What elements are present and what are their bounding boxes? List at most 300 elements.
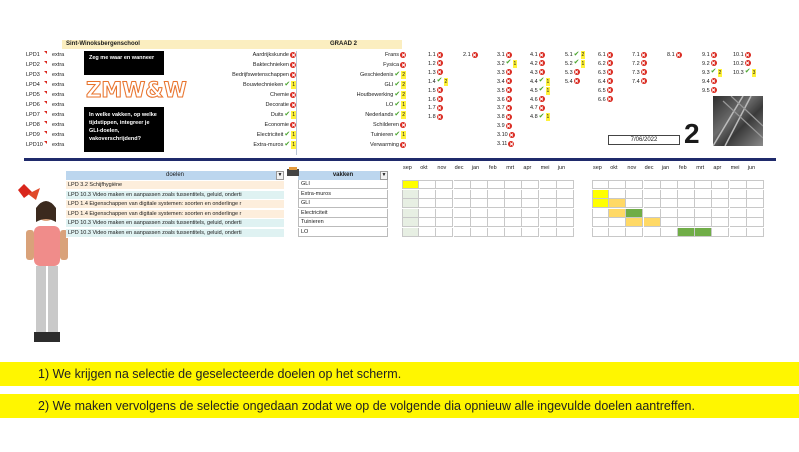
lpd-code[interactable]	[632, 60, 647, 68]
lpd-code-label: 5.4	[565, 78, 573, 85]
count-badge: 2	[402, 92, 405, 98]
grid-cell[interactable]	[661, 228, 678, 237]
check-icon: ✔	[573, 50, 580, 58]
cross-icon	[400, 62, 406, 68]
grid-cell[interactable]	[661, 190, 678, 199]
lpd-code[interactable]	[702, 51, 717, 59]
grid-cell[interactable]	[419, 190, 436, 199]
grid-cell[interactable]	[419, 209, 436, 218]
grid-cell[interactable]	[436, 180, 453, 189]
subject-name: GLI	[384, 82, 394, 88]
grid-cell[interactable]	[419, 180, 436, 189]
subject-name: Extra-muros	[253, 142, 284, 148]
cross-icon	[607, 69, 613, 75]
grid-cell[interactable]	[522, 190, 539, 199]
grid-cell[interactable]	[695, 228, 712, 237]
lpd-code[interactable]	[530, 60, 545, 68]
lpd-code[interactable]	[497, 60, 517, 68]
grid-cell[interactable]	[712, 199, 729, 208]
vakken-filter-header[interactable]	[298, 171, 388, 180]
grid-cell[interactable]	[644, 190, 661, 199]
lpd-code[interactable]	[702, 69, 722, 77]
grid-cell[interactable]	[730, 228, 747, 237]
grid-cell[interactable]	[695, 209, 712, 218]
grid-cell[interactable]	[540, 180, 557, 189]
grid-cell[interactable]	[609, 190, 626, 199]
month-label: jan	[661, 165, 670, 171]
goal-row[interactable]: LPD 10.3 Video maken en aanpassen zoals tussentitels, geluid, onderti	[66, 191, 284, 200]
count-badge: 3	[752, 69, 756, 76]
filter-icon[interactable]: ▼	[277, 172, 283, 178]
grid-cell[interactable]	[471, 209, 488, 218]
vak-row[interactable]: GLI	[298, 180, 388, 189]
grid-cell[interactable]	[522, 199, 539, 208]
cross-icon	[400, 122, 406, 128]
grid-cell[interactable]	[712, 190, 729, 199]
lpd-code-label: 10.1	[733, 52, 744, 58]
lpd-code[interactable]	[632, 78, 647, 86]
lpd-code[interactable]	[428, 69, 443, 77]
cross-icon	[539, 105, 545, 111]
grid-cell[interactable]	[540, 199, 557, 208]
goal-row[interactable]: LPD 10.3 Video maken en aanpassen zoals tussentitels, geluid, onderti	[66, 229, 284, 238]
grid-cell[interactable]	[522, 218, 539, 227]
lpd-row[interactable]	[26, 141, 86, 151]
grid-cell[interactable]	[626, 209, 643, 218]
subject-name: Bouwtechnieken	[242, 82, 284, 88]
check-icon: ✔	[284, 140, 291, 148]
lpd-code[interactable]	[565, 78, 580, 86]
lpd-code-label: 3.5	[497, 87, 505, 94]
grid-cell[interactable]	[505, 209, 522, 218]
count-badge: 1	[513, 60, 517, 67]
lpd-code[interactable]	[497, 69, 512, 77]
lpd-code[interactable]	[598, 78, 613, 86]
grid-cell[interactable]	[592, 209, 609, 218]
subject-name: Duits	[270, 112, 284, 118]
grid-cell[interactable]	[436, 218, 453, 227]
cross-icon	[607, 87, 613, 93]
grid-cell[interactable]	[661, 199, 678, 208]
grid-cell[interactable]	[540, 218, 557, 227]
check-icon: ✔	[538, 112, 545, 120]
subject-item[interactable]	[383, 61, 406, 69]
lpd-code[interactable]	[530, 104, 545, 112]
subject-item[interactable]	[253, 51, 296, 59]
subject-name: Verwarming	[369, 142, 399, 148]
lpd-code[interactable]	[530, 78, 550, 86]
lpd-code-label: 1.7	[428, 105, 436, 112]
lpd-code-label: 9.1	[702, 52, 710, 58]
lpd-code[interactable]	[497, 104, 512, 112]
cross-icon	[676, 52, 682, 58]
grid-cell[interactable]	[540, 190, 557, 199]
subject-item[interactable]	[270, 91, 296, 99]
grid-cell[interactable]	[471, 218, 488, 227]
grid-cell[interactable]	[747, 209, 764, 218]
goal-row[interactable]: LPD 1.4 Eigenschappen van digitale systemen: soorten en onderlinge r	[66, 200, 284, 209]
subject-item[interactable]	[265, 101, 296, 109]
grid-cell[interactable]	[522, 209, 539, 218]
subject-item[interactable]	[360, 71, 406, 79]
grid-cell[interactable]	[730, 180, 747, 189]
cross-icon	[437, 105, 443, 111]
lpd-code[interactable]	[530, 113, 550, 121]
cross-icon	[437, 114, 443, 120]
lpd-code-label: 1.4	[428, 78, 436, 85]
grid-cell[interactable]	[609, 209, 626, 218]
lpd-code-label: 6.4	[598, 78, 606, 85]
vak-row[interactable]: Electriciteit	[298, 209, 388, 218]
grid-cell[interactable]	[695, 218, 712, 227]
lpd-code-label: 6.6	[598, 96, 606, 103]
lpd-row[interactable]	[26, 71, 86, 81]
lpd-row[interactable]	[26, 131, 86, 141]
lpd-label: LPD6	[26, 102, 40, 108]
subject-item[interactable]	[370, 141, 406, 149]
lpd-code[interactable]	[428, 51, 443, 59]
grid-cell[interactable]	[644, 228, 661, 237]
lpd-row[interactable]	[26, 111, 86, 121]
grid-cell[interactable]	[747, 228, 764, 237]
check-icon: ✔	[394, 100, 401, 108]
doelen-filter-header[interactable]	[66, 171, 284, 180]
lpd-code-label: 7.4	[632, 78, 640, 85]
check-icon: ✔	[505, 59, 512, 67]
grid-cell[interactable]	[678, 190, 695, 199]
subject-name: Tuinieren	[370, 132, 394, 138]
grid-cell[interactable]	[488, 218, 505, 227]
grid-cell[interactable]	[644, 218, 661, 227]
lpd-row[interactable]	[26, 61, 86, 71]
lpd-code[interactable]	[632, 51, 647, 59]
lpd-code[interactable]	[733, 69, 756, 77]
lpd-code-label: 6.5	[598, 87, 606, 94]
subject-item[interactable]	[385, 51, 406, 59]
lpd-code[interactable]	[598, 60, 613, 68]
grid-cell[interactable]	[419, 228, 436, 237]
lpd-code-label: 10.2	[733, 60, 744, 67]
grid-cell[interactable]	[747, 190, 764, 199]
lpd-code[interactable]	[530, 51, 545, 59]
grid-cell[interactable]	[454, 190, 471, 199]
grid-cell[interactable]	[419, 218, 436, 227]
grid-cell[interactable]	[557, 190, 574, 199]
lpd-code[interactable]	[497, 51, 512, 59]
subject-item[interactable]	[265, 121, 296, 129]
cross-icon	[641, 69, 647, 75]
lpd-code[interactable]	[497, 131, 515, 139]
lpd-code-label: 5.3	[565, 69, 573, 76]
grid-cell[interactable]	[661, 209, 678, 218]
grid-cell[interactable]	[592, 190, 609, 199]
subject-item[interactable]	[386, 101, 406, 109]
lpd-code-label: 2.1	[463, 52, 471, 58]
grid-cell[interactable]	[454, 180, 471, 189]
grid-cell[interactable]	[522, 228, 539, 237]
grid-cell[interactable]	[678, 209, 695, 218]
grid-cell[interactable]	[730, 190, 747, 199]
grid-cell[interactable]	[505, 190, 522, 199]
lpd-code[interactable]	[632, 69, 647, 77]
check-icon: ✔	[394, 130, 401, 138]
grid-cell[interactable]	[402, 180, 419, 189]
grid-cell[interactable]	[609, 180, 626, 189]
check-icon: ✔	[284, 130, 291, 138]
grid-cell[interactable]	[454, 209, 471, 218]
vak-row[interactable]: Extra-muros	[298, 190, 388, 199]
grid-cell[interactable]	[402, 199, 419, 208]
grid-cell[interactable]	[712, 218, 729, 227]
grid-cell[interactable]	[505, 180, 522, 189]
grid-cell[interactable]	[436, 199, 453, 208]
grid-cell[interactable]	[747, 180, 764, 189]
lpd-code[interactable]	[565, 69, 580, 77]
grid-cell[interactable]	[712, 228, 729, 237]
grid-cell[interactable]	[471, 199, 488, 208]
subject-item[interactable]	[232, 71, 296, 79]
grid-cell[interactable]	[609, 228, 626, 237]
subject-name: Schilderen	[373, 122, 399, 128]
grid-cell[interactable]	[471, 228, 488, 237]
grid-cell[interactable]	[402, 228, 419, 237]
grid-cell[interactable]	[505, 228, 522, 237]
lpd-code[interactable]	[497, 140, 514, 148]
lpd-code[interactable]	[463, 51, 478, 59]
grid-cell[interactable]	[454, 228, 471, 237]
grid-cell[interactable]	[626, 228, 643, 237]
grid-cell[interactable]	[712, 180, 729, 189]
lpd-code[interactable]	[598, 96, 613, 104]
grid-cell[interactable]	[695, 180, 712, 189]
grid-cell[interactable]	[626, 218, 643, 227]
grid-cell[interactable]	[557, 199, 574, 208]
grid-cell[interactable]	[505, 218, 522, 227]
goal-row[interactable]: LPD 3.2 Schijfhygiëne	[66, 181, 284, 190]
lpd-code-label: 6.2	[598, 60, 606, 67]
grid-cell[interactable]	[402, 218, 419, 227]
lpd-code-label: 4.4	[530, 78, 538, 85]
comment-marker	[44, 61, 47, 64]
vak-row[interactable]: GLI	[298, 199, 388, 208]
cross-icon	[506, 114, 512, 120]
cross-icon	[472, 52, 478, 58]
grid-cell[interactable]	[488, 228, 505, 237]
subject-name: Frans	[384, 52, 399, 58]
grid-cell[interactable]	[644, 209, 661, 218]
lpd-code[interactable]	[733, 60, 751, 68]
grid-cell[interactable]	[540, 228, 557, 237]
subject-item[interactable]	[253, 61, 296, 69]
grid-cell[interactable]	[609, 199, 626, 208]
lpd-code[interactable]	[497, 122, 512, 130]
cross-icon	[574, 69, 580, 75]
lpd-code[interactable]	[733, 51, 751, 59]
month-label: feb	[489, 165, 497, 171]
grid-cell[interactable]	[436, 190, 453, 199]
check-icon: ✔	[284, 80, 291, 88]
grid-cell[interactable]	[454, 218, 471, 227]
grid-cell[interactable]	[471, 180, 488, 189]
cross-icon	[506, 52, 512, 58]
month-label: okt	[420, 165, 428, 171]
lpd-code-label: 1.6	[428, 96, 436, 103]
subject-item[interactable]	[243, 81, 296, 89]
cross-icon	[641, 78, 647, 84]
subject-name: Nederlands	[365, 112, 394, 118]
vakken-label: vakken	[332, 172, 354, 178]
grid-cell[interactable]	[678, 218, 695, 227]
subject-item[interactable]	[257, 131, 296, 139]
month-label: dec	[454, 165, 464, 171]
cross-icon	[437, 96, 443, 102]
lpd-code[interactable]	[565, 51, 585, 59]
grid-cell[interactable]	[678, 180, 695, 189]
grid-cell[interactable]	[419, 199, 436, 208]
cross-icon	[539, 60, 545, 66]
extra-label: extra	[52, 72, 65, 78]
grid-cell[interactable]	[730, 218, 747, 227]
lpd-code[interactable]	[530, 87, 550, 95]
grid-cell[interactable]	[661, 218, 678, 227]
lpd-row[interactable]	[26, 51, 86, 61]
grid-cell[interactable]	[557, 209, 574, 218]
cross-icon	[607, 96, 613, 102]
grid-cell[interactable]	[471, 190, 488, 199]
lpd-code-label: 3.2	[497, 60, 505, 67]
grid-cell[interactable]	[402, 190, 419, 199]
lpd-row[interactable]	[26, 121, 86, 131]
lpd-code[interactable]	[497, 113, 512, 121]
grid-cell[interactable]	[557, 180, 574, 189]
lpd-code[interactable]	[428, 60, 443, 68]
grid-cell[interactable]	[661, 180, 678, 189]
lpd-code-label: 9.2	[702, 60, 710, 67]
lpd-code[interactable]	[428, 78, 448, 86]
subject-item[interactable]	[365, 111, 406, 119]
lpd-code[interactable]	[497, 96, 512, 104]
slicer-icon[interactable]	[286, 164, 300, 174]
grid-cell[interactable]	[747, 218, 764, 227]
grid-cell[interactable]	[695, 190, 712, 199]
comment-marker	[44, 131, 47, 134]
lpd-code[interactable]	[598, 87, 613, 95]
grid-cell[interactable]	[678, 199, 695, 208]
lpd-code[interactable]	[428, 113, 443, 121]
grid-cell[interactable]	[730, 199, 747, 208]
lpd-code[interactable]	[428, 87, 443, 95]
grid-cell[interactable]	[626, 190, 643, 199]
vak-row[interactable]: Tuinieren	[298, 218, 388, 227]
subject-name: Geschiedenis	[360, 72, 394, 78]
grid-cell[interactable]	[678, 228, 695, 237]
grid-cell[interactable]	[644, 180, 661, 189]
grid-cell[interactable]	[488, 199, 505, 208]
grid-cell[interactable]	[592, 218, 609, 227]
lpd-code[interactable]	[428, 96, 443, 104]
lpd-code[interactable]	[497, 87, 512, 95]
subject-item[interactable]	[357, 91, 406, 99]
check-icon: ✔	[710, 68, 717, 76]
grid-cell[interactable]	[436, 209, 453, 218]
cross-icon	[641, 52, 647, 58]
grid-cell[interactable]	[436, 228, 453, 237]
lpd-code[interactable]	[702, 78, 717, 86]
month-label: jun	[557, 165, 566, 171]
grid-cell[interactable]	[488, 209, 505, 218]
vak-row[interactable]: LO	[298, 228, 388, 237]
lpd-code[interactable]	[667, 51, 682, 59]
grid-cell[interactable]	[488, 190, 505, 199]
lpd-code-label: 1.2	[428, 60, 436, 67]
extra-label: extra	[52, 102, 65, 108]
lpd-code[interactable]	[565, 60, 585, 68]
lpd-code[interactable]	[598, 51, 613, 59]
lpd-code[interactable]	[497, 78, 512, 86]
comment-marker	[44, 91, 47, 94]
subject-item[interactable]	[373, 121, 406, 129]
grid-cell[interactable]	[747, 199, 764, 208]
lpd-code[interactable]	[702, 60, 717, 68]
goal-row[interactable]: LPD 10.3 Video maken en aanpassen zoals tussentitels, geluid, onderti	[66, 219, 284, 228]
grid-cell[interactable]	[454, 199, 471, 208]
lpd-code[interactable]	[598, 69, 613, 77]
dropdown-icon[interactable]: ▼	[381, 172, 387, 178]
grid-cell[interactable]	[540, 209, 557, 218]
lpd-code[interactable]	[530, 69, 545, 77]
grid-cell[interactable]	[592, 228, 609, 237]
subject-item[interactable]	[384, 81, 406, 89]
grid-cell[interactable]	[712, 209, 729, 218]
goal-row[interactable]: LPD 1.4 Eigenschappen van digitale systemen: soorten en onderlinge r	[66, 210, 284, 219]
month-label: nov	[627, 165, 637, 171]
lpd-code[interactable]	[428, 104, 443, 112]
cross-icon	[509, 132, 515, 138]
grid-cell[interactable]	[592, 199, 609, 208]
lpd-code-label: 3.7	[497, 105, 505, 112]
grid-cell[interactable]	[626, 199, 643, 208]
grid-cell[interactable]	[522, 180, 539, 189]
grid-cell[interactable]	[626, 180, 643, 189]
caption-2: 2) We maken vervolgens de selectie ongedaan zodat we op de volgende dia opnieuw alle ingevulde doelen aantreffen.	[0, 394, 799, 418]
subject-item[interactable]	[271, 111, 296, 119]
lpd-code[interactable]	[530, 96, 545, 104]
subject-name: Chemie	[270, 92, 289, 98]
subject-item[interactable]	[253, 141, 296, 149]
grid-cell[interactable]	[505, 199, 522, 208]
cross-icon	[506, 105, 512, 111]
grid-cell[interactable]	[695, 199, 712, 208]
grid-cell[interactable]	[402, 209, 419, 218]
cross-icon	[508, 141, 514, 147]
lpd-row[interactable]	[26, 101, 86, 111]
grid-cell[interactable]	[557, 228, 574, 237]
grid-cell[interactable]	[592, 180, 609, 189]
grid-cell[interactable]	[488, 180, 505, 189]
grid-cell[interactable]	[557, 218, 574, 227]
grid-cell[interactable]	[644, 199, 661, 208]
grid-cell[interactable]	[730, 209, 747, 218]
lpd-row[interactable]	[26, 81, 86, 91]
cross-icon	[574, 78, 580, 84]
subject-item[interactable]	[371, 131, 406, 139]
lpd-row[interactable]	[26, 91, 86, 101]
count-badge: 2	[402, 82, 405, 88]
lpd-code[interactable]	[702, 87, 717, 95]
check-icon: ✔	[394, 80, 401, 88]
month-label: mrt	[696, 165, 705, 171]
grid-cell[interactable]	[609, 218, 626, 227]
